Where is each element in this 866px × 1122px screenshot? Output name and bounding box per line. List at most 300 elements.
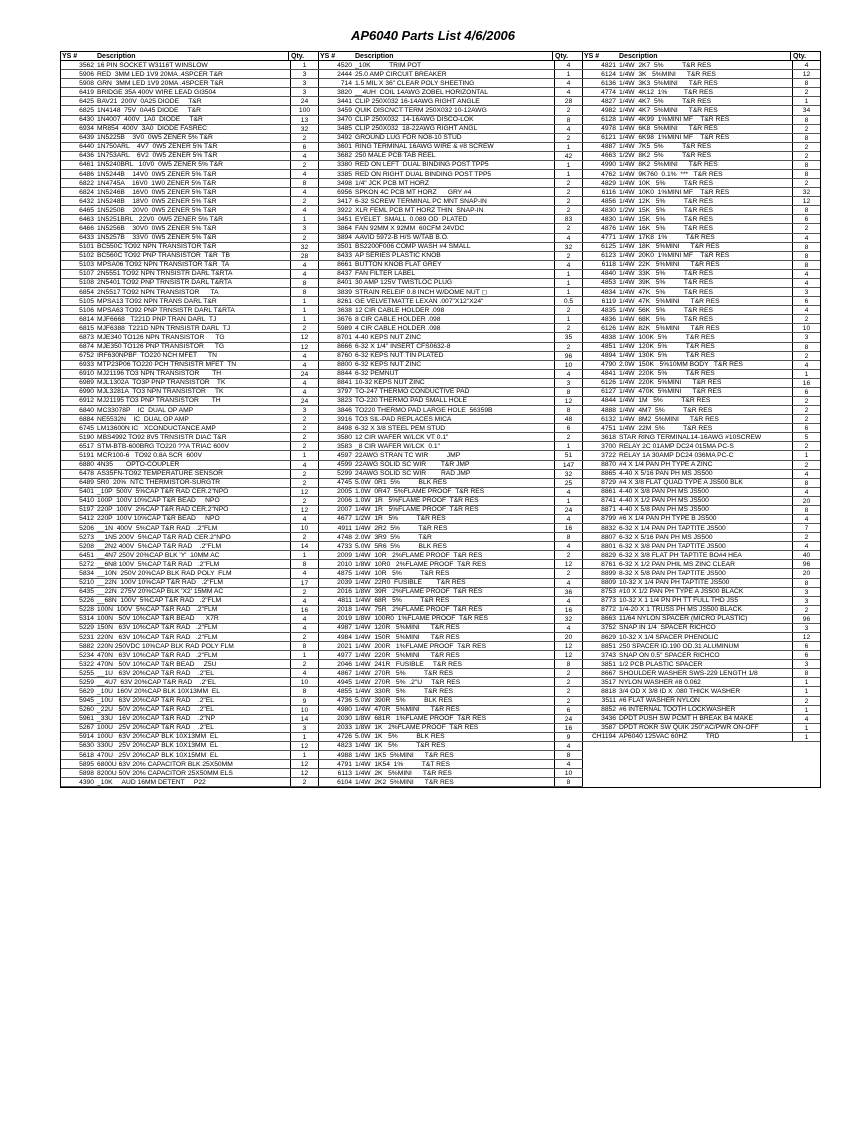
part-description: _10U 160V 20%CAP BLK 10X13MM EL <box>97 687 220 695</box>
part-description: 100U 63V 20%CAP BLK 10X13MM EL <box>97 733 219 741</box>
part-description: 1N5257B 33V0 0W5 ZENER 5% T&R <box>97 234 217 242</box>
part-description: 1/4W 2R2 5% T&R RES <box>355 524 448 532</box>
part-description: SHOULDER WASHER SWS-229 LENGTH 1/8 <box>619 669 758 677</box>
part-qty: 2 <box>554 224 583 232</box>
part-description: 1/4W 1K5 5%MINI T&R RES <box>355 751 454 759</box>
table-row <box>61 397 319 406</box>
table-row <box>319 61 583 70</box>
part-qty: 24 <box>554 506 583 514</box>
part-number: 6466 <box>79 224 94 232</box>
table-row <box>61 406 319 415</box>
table-row <box>61 333 319 342</box>
part-number: 3682 <box>337 152 352 160</box>
part-qty: 1 <box>290 61 319 69</box>
table-row <box>61 470 319 479</box>
header-description: Description <box>619 52 658 60</box>
part-number: 5618 <box>79 751 94 759</box>
part-qty: 2 <box>554 179 583 187</box>
part-description: 1/4W 4K12 1% T&R RES <box>619 88 713 96</box>
part-number: 6121 <box>601 134 616 142</box>
part-number: 6128 <box>601 116 616 124</box>
part-number: 2046 <box>337 660 352 668</box>
part-qty: 4 <box>290 461 319 469</box>
part-description: 1N753ARL 6V2 0W5 ZENER 5% T&R <box>97 152 218 160</box>
table-row <box>61 606 319 615</box>
part-qty: 3 <box>792 288 820 296</box>
table-row <box>61 588 319 597</box>
part-description: TO3 SIL-PAD REPLACES MICA <box>355 415 452 423</box>
part-qty: 2 <box>792 88 820 96</box>
part-description: 8 CIR CABLE HOLDER .098 <box>355 315 441 323</box>
part-description: 1/4W 1R 5%FLAME PROOF T&R RES <box>355 506 479 514</box>
part-number: 8701 <box>337 333 352 341</box>
part-qty: 2 <box>290 442 319 450</box>
part-number: 3417 <box>337 197 352 205</box>
table-row <box>319 288 583 297</box>
table-row <box>583 488 820 497</box>
table-row <box>61 669 319 678</box>
part-description: MC33078P IC DUAL OP AMP <box>97 406 194 414</box>
part-description: 6-32 KEPS NUT TIN PLATED <box>355 352 444 360</box>
part-description: #10 X 1/2 PAN PH TYPE A JS500 BLACK <box>619 588 744 596</box>
part-number: 4841 <box>601 370 616 378</box>
part-qty: 2 <box>554 106 583 114</box>
part-description: BS2200F006 COMP WASH #4 SMALL <box>355 243 471 251</box>
part-qty: 2 <box>290 197 319 205</box>
part-description: 1/4-20 X 1 TRUSS PH MS JS500 BLACK <box>619 606 742 614</box>
part-qty: 8 <box>792 252 820 260</box>
part-qty: 2 <box>290 415 319 423</box>
part-description: 1N4148 75V 0A45 DIODE T&R <box>97 106 201 114</box>
part-description: 250 MALE PCB TAB REEL <box>355 152 436 160</box>
part-description: _10U 63V 20%CAP T&R RAD .2"EL <box>97 697 214 705</box>
part-description: 1/4W 8M2 5%MINI T&R RES <box>619 415 719 423</box>
part-qty: 1 <box>554 288 583 296</box>
part-number: 8865 <box>601 470 616 478</box>
part-number: 6433 <box>79 234 94 242</box>
table-row <box>583 506 820 515</box>
part-number: 5629 <box>79 687 94 695</box>
part-number: 5107 <box>79 270 94 278</box>
part-description: 1/4W 470R 5%MINI T&R RES <box>355 706 460 714</box>
part-number: 4827 <box>601 97 616 105</box>
part-description: 4-40 X 1/2 PAN PH MS JS500 <box>619 497 709 505</box>
parts-column-2 <box>319 52 583 787</box>
part-number: 6854 <box>79 288 94 296</box>
part-description: 11/64 NYLON SPACER (MICRO PLASTIC) <box>619 615 748 623</box>
part-qty: 28 <box>554 97 583 105</box>
table-row <box>61 488 319 497</box>
part-qty: 8 <box>554 406 583 414</box>
part-qty: 8 <box>792 343 820 351</box>
part-number: 6752 <box>79 352 94 360</box>
part-qty: 4 <box>554 624 583 632</box>
part-qty: 2 <box>554 206 583 214</box>
table-row <box>319 88 583 97</box>
part-description: 1/4W 4K7 5% T&R RES <box>619 97 712 105</box>
part-description: 1/4W 1K54 1% T&T RES <box>355 760 450 768</box>
table-row <box>61 116 319 125</box>
part-qty: 8 <box>792 579 820 587</box>
part-number: 6440 <box>79 143 94 151</box>
part-number: 8841 <box>337 379 352 387</box>
part-description: __22N 100V 10%CAP T&R RAD .2"FLM <box>97 579 223 587</box>
part-description: 1N4007 400V 1A0 DIODE T&R <box>97 116 203 124</box>
part-number: 8761 <box>601 560 616 568</box>
part-qty: 8 <box>290 279 319 287</box>
part-number: 5410 <box>79 497 94 505</box>
table-row <box>583 579 820 588</box>
part-number: 3743 <box>601 651 616 659</box>
part-qty: 2 <box>290 633 319 641</box>
part-qty: 3 <box>792 333 820 341</box>
table-row <box>583 569 820 578</box>
part-qty: 4 <box>792 470 820 478</box>
table-row <box>583 215 820 224</box>
part-number: 6912 <box>79 397 94 405</box>
part-number: 3820 <box>337 88 352 96</box>
part-qty: 2 <box>290 588 319 596</box>
table-row <box>583 370 820 379</box>
part-qty: 20 <box>792 497 820 505</box>
table-row <box>61 769 319 778</box>
part-description: SNAP IN 1/4 SPACER RICHCO <box>619 624 716 632</box>
part-description: RED ON RIGHT DUAL BINDING POST TPP5 <box>355 170 492 178</box>
table-row <box>61 715 319 724</box>
table-row <box>319 569 583 578</box>
part-number: 3700 <box>601 442 616 450</box>
part-description: TO-220 THERMO PAD SMALL HOLE <box>355 397 467 405</box>
part-number: 5191 <box>79 451 94 459</box>
part-description: 1/4W 120K 5% T&R RES <box>619 343 715 350</box>
part-qty: 12 <box>554 560 583 568</box>
table-row <box>61 243 319 252</box>
part-number: 5401 <box>79 488 94 496</box>
part-qty: 1 <box>554 442 583 450</box>
table-row <box>583 515 820 524</box>
part-qty: 8 <box>792 669 820 677</box>
part-description: MJF6668 T221D PNP TRAN DARL TJ <box>97 315 217 323</box>
part-description: 1/2W 15K 5% T&R RES <box>619 206 713 214</box>
part-number: 6113 <box>337 769 352 777</box>
table-row <box>583 261 820 270</box>
part-description: 1/4W 17K8 1% T&R RES <box>619 234 715 242</box>
table-row <box>583 624 820 633</box>
part-qty: 1 <box>792 687 820 695</box>
table-row <box>61 579 319 588</box>
table-row <box>319 361 583 370</box>
part-description: GROUND LUG FOR NO8-10 STUD <box>355 134 462 142</box>
part-description: 1/2 PCB PLASTIC SPACER <box>619 660 703 668</box>
part-qty: 4 <box>792 279 820 287</box>
table-row <box>319 733 583 742</box>
table-row <box>583 143 820 152</box>
part-description: __22N 275V 20%CAP BLK 'X2' 15MM AC <box>97 588 224 596</box>
table-row <box>61 506 319 515</box>
part-description: 30 AMP 125V TWISTLOC PLUG <box>355 279 453 287</box>
table-row <box>583 642 820 651</box>
part-description: __4UH COIL 14AWG ZOBEL HORIZONTAL <box>355 88 488 96</box>
part-description: 1N5250B 20V0 0W5 ZENER 5% T&R <box>97 206 217 214</box>
part-qty: 48 <box>554 415 583 423</box>
part-number: 4982 <box>601 106 616 114</box>
part-number: 6989 <box>79 379 94 387</box>
part-number: 2018 <box>337 606 352 614</box>
table-row <box>319 742 583 751</box>
part-description: MPSA63 TO92 PNP TRNSISTR DARL T&RTA <box>97 306 235 314</box>
part-description: 1/4W 22K 5%MINI T&R RES <box>619 261 720 269</box>
part-qty: 2 <box>290 424 319 432</box>
part-qty: 8 <box>554 660 583 668</box>
table-row <box>583 234 820 243</box>
part-number: 4990 <box>601 161 616 169</box>
part-qty: 6 <box>792 642 820 650</box>
part-description: 1N5248B 18V0 0W5 ZENER 5% T&R <box>97 197 217 205</box>
table-row <box>583 415 820 424</box>
part-qty: 2 <box>554 697 583 705</box>
table-row <box>61 143 319 152</box>
table-row <box>61 170 319 179</box>
table-row <box>61 724 319 733</box>
part-number: 6425 <box>79 97 94 105</box>
part-number: 4838 <box>601 333 616 341</box>
part-number: 4774 <box>601 88 616 96</box>
table-row <box>61 97 319 106</box>
part-number: 4876 <box>601 224 616 232</box>
part-number: 5882 <box>79 642 94 650</box>
part-number: 6461 <box>79 161 94 169</box>
part-qty: 10 <box>290 524 319 532</box>
part-number: 2019 <box>337 615 352 623</box>
part-number: 6873 <box>79 333 94 341</box>
table-row <box>319 379 583 388</box>
part-description: 4-40 KEPS NUT ZINC <box>355 333 422 341</box>
part-number: 8844 <box>337 370 352 378</box>
part-description: BC560C TO92 PNP TRANSISTOR T&R TB <box>97 252 230 260</box>
part-description: 1.5 MIL X 36" CLEAR POLY SHEETING <box>355 79 475 87</box>
part-number: 8753 <box>601 588 616 596</box>
part-number: 3501 <box>337 243 352 251</box>
table-row <box>319 715 583 724</box>
part-qty: 4 <box>792 61 820 69</box>
part-qty: 1 <box>290 551 319 559</box>
part-description: 100N 50V 10%CAP T&R BEAD X7R <box>97 615 219 623</box>
part-number: 4830 <box>601 206 616 214</box>
part-number: 3459 <box>337 106 352 114</box>
table-row <box>583 352 820 361</box>
part-number: 8667 <box>601 669 616 677</box>
table-row <box>319 642 583 651</box>
part-description: 1/4W 4K7 5%MINI T&R RES <box>619 106 718 114</box>
part-description: 1/4W 1M 5% T&R RES <box>619 397 711 405</box>
part-qty: 1 <box>554 143 583 151</box>
part-description: 8200U 50V 20% CAPACITOR 25X50MM ELS <box>97 769 233 777</box>
part-qty: 3 <box>792 624 820 632</box>
part-description: 220N 63V 10%CAP T&R RAD .2"FLM <box>97 633 218 641</box>
part-qty: 2 <box>290 533 319 541</box>
part-qty: 2 <box>554 687 583 695</box>
table-row <box>583 306 820 315</box>
part-qty: 4 <box>290 152 319 160</box>
part-qty: 4 <box>290 615 319 623</box>
part-qty: 2 <box>792 406 820 414</box>
part-qty: 2 <box>290 433 319 441</box>
part-description: 470N 50V 10%CAP T&R BEAD Z5U <box>97 660 217 668</box>
table-row <box>583 669 820 678</box>
part-qty: 8 <box>290 687 319 695</box>
part-number: 4834 <box>601 288 616 296</box>
part-description: 1N5251BRL 22V0 0W5 ZENER 5% T&R <box>97 215 224 223</box>
table-row <box>319 597 583 606</box>
table-row <box>583 88 820 97</box>
part-number: 6910 <box>79 370 94 378</box>
part-number: 4762 <box>601 170 616 178</box>
part-number: 8829 <box>601 551 616 559</box>
part-number: 3618 <box>601 433 616 441</box>
part-description: RELAY 1A 30AMP DC24 036MA PC-C <box>619 451 734 459</box>
part-description: __4U7 63V 20%CAP T&R RAD .2"EL <box>97 678 216 686</box>
table-row <box>583 633 820 642</box>
table-row <box>583 470 820 479</box>
part-number: 4745 <box>337 479 352 487</box>
table-row <box>583 324 820 333</box>
part-qty: 3 <box>290 88 319 96</box>
part-description: 6-32 X 3/8 FLAT PH TAPTITE BO#4 HEA <box>619 551 742 559</box>
part-qty: 42 <box>554 152 583 160</box>
part-number: 6127 <box>601 388 616 396</box>
part-qty: 32 <box>290 243 319 251</box>
table-row <box>61 461 319 470</box>
part-qty: 36 <box>554 588 583 596</box>
part-description: 1/4W 8K2 5%MINI T&R RES <box>619 161 718 169</box>
part-description: 6-32 X 5/16 PAN PH MS JS500 <box>619 533 713 541</box>
table-row <box>583 288 820 297</box>
part-description: __1N 400V 5%CAP T&R RAD .2"FLM <box>97 524 218 532</box>
part-number: 4663 <box>601 152 616 160</box>
part-number: 3517 <box>601 678 616 686</box>
part-qty: 2 <box>554 188 583 196</box>
part-description: 1/4W 270R 5% .2"U T&R RES <box>355 678 461 686</box>
part-qty: 2 <box>554 252 583 260</box>
part-description: 1/4W 220K 5%MINI T&R RES <box>619 379 722 387</box>
part-number: 4988 <box>337 751 352 759</box>
part-qty: 4 <box>290 388 319 396</box>
part-description: RING TERMINAL 16AWG WIRE & #8 SCREW <box>355 143 494 151</box>
table-row <box>61 678 319 687</box>
part-number: 6822 <box>79 179 94 187</box>
part-description: 1N750ARL 4V7 0W5 ZENER 5% T&R <box>97 143 218 151</box>
part-number: 4984 <box>337 633 352 641</box>
part-number: 3470 <box>337 116 352 124</box>
table-row <box>61 633 319 642</box>
part-number: 4597 <box>337 451 352 459</box>
table-row <box>61 451 319 460</box>
table-row <box>61 615 319 624</box>
part-number: 3580 <box>337 433 352 441</box>
part-qty: 3 <box>792 588 820 596</box>
part-description: 1/4W 220R 5%MINI T&R RES <box>355 651 460 659</box>
part-number: 5945 <box>79 697 94 705</box>
part-number: 4599 <box>337 461 352 469</box>
part-qty: 2 <box>554 134 583 142</box>
part-qty: 24 <box>290 397 319 405</box>
part-number: 5229 <box>79 624 94 632</box>
part-description: 6-32 X 3/8 PAN PH TAPTITE JS500 <box>619 542 726 550</box>
part-qty: 2 <box>792 533 820 541</box>
part-description: 1/4W 33K 5% T&R RES <box>619 270 713 278</box>
part-qty: 4 <box>554 488 583 496</box>
part-description: 1/4W 15K 5% T&R RES <box>619 215 713 223</box>
part-qty: 4 <box>290 379 319 387</box>
table-row <box>583 224 820 233</box>
part-description: 1/4W 68K 5% T&R RES <box>619 315 713 323</box>
part-description: 220P 100V 2%CAP T&R RAD CER.2"NPO <box>97 506 229 514</box>
part-qty: 8 <box>554 751 583 759</box>
part-number: 5103 <box>79 261 94 269</box>
part-number: 8437 <box>337 270 352 278</box>
part-number: 6123 <box>601 252 616 260</box>
part-number: 4875 <box>337 569 352 577</box>
part-qty: 40 <box>792 551 820 559</box>
part-qty: 4 <box>290 361 319 369</box>
part-qty: 2 <box>792 152 820 160</box>
part-number: 6478 <box>79 470 94 478</box>
part-qty: 4 <box>290 624 319 632</box>
table-row <box>61 125 319 134</box>
table-row <box>61 751 319 760</box>
part-number: 2030 <box>337 715 352 723</box>
part-number: 6990 <box>79 388 94 396</box>
part-qty: 12 <box>290 769 319 777</box>
table-row <box>319 678 583 687</box>
part-description: 1/8W 1K 2%FLAME PROOF T&R RES <box>355 724 479 732</box>
part-number: 5898 <box>79 769 94 777</box>
part-qty: 3 <box>290 224 319 232</box>
part-qty: 2 <box>792 397 820 405</box>
part-description: 12 CIR WAFER W/LCK VT 0.1" <box>355 433 449 441</box>
table-row <box>583 733 820 742</box>
part-qty: 12 <box>792 633 820 641</box>
table-row <box>319 397 583 406</box>
table-row <box>61 388 319 397</box>
table-row <box>61 270 319 279</box>
part-description: 2N5551 TO92 NPN TRNSISTR DARL T&RTA <box>97 270 233 278</box>
part-number: 2010 <box>337 560 352 568</box>
part-description: 1/4W 2K 5%MINI T&R RES <box>355 769 452 777</box>
table-row <box>61 79 319 88</box>
part-qty: 5 <box>792 433 820 441</box>
part-number: 3562 <box>79 61 94 69</box>
part-qty: 16 <box>290 606 319 614</box>
part-qty: 4 <box>290 261 319 269</box>
part-description: 1/4W 16K 5% T&R RES <box>619 224 713 232</box>
part-description: 1/4W 3K 5%MINI T&R RES <box>619 70 716 78</box>
table-row <box>583 588 820 597</box>
part-description: 6-32 KEPS NUT ZINC <box>355 361 422 369</box>
table-row <box>583 388 820 397</box>
part-qty: 20 <box>792 569 820 577</box>
part-description: 1/4W 10K 5% T&R RES <box>619 179 713 187</box>
table-row <box>61 569 319 578</box>
part-qty: 3 <box>290 79 319 87</box>
part-description: TO220 THERMO PAD LARGE HOLE 56359B <box>355 406 493 414</box>
part-number: 5234 <box>79 651 94 659</box>
part-number: 3587 <box>601 724 616 732</box>
table-row <box>61 279 319 288</box>
part-number: 6432 <box>79 197 94 205</box>
part-qty: 2 <box>290 497 319 505</box>
part-number: 3485 <box>337 125 352 133</box>
